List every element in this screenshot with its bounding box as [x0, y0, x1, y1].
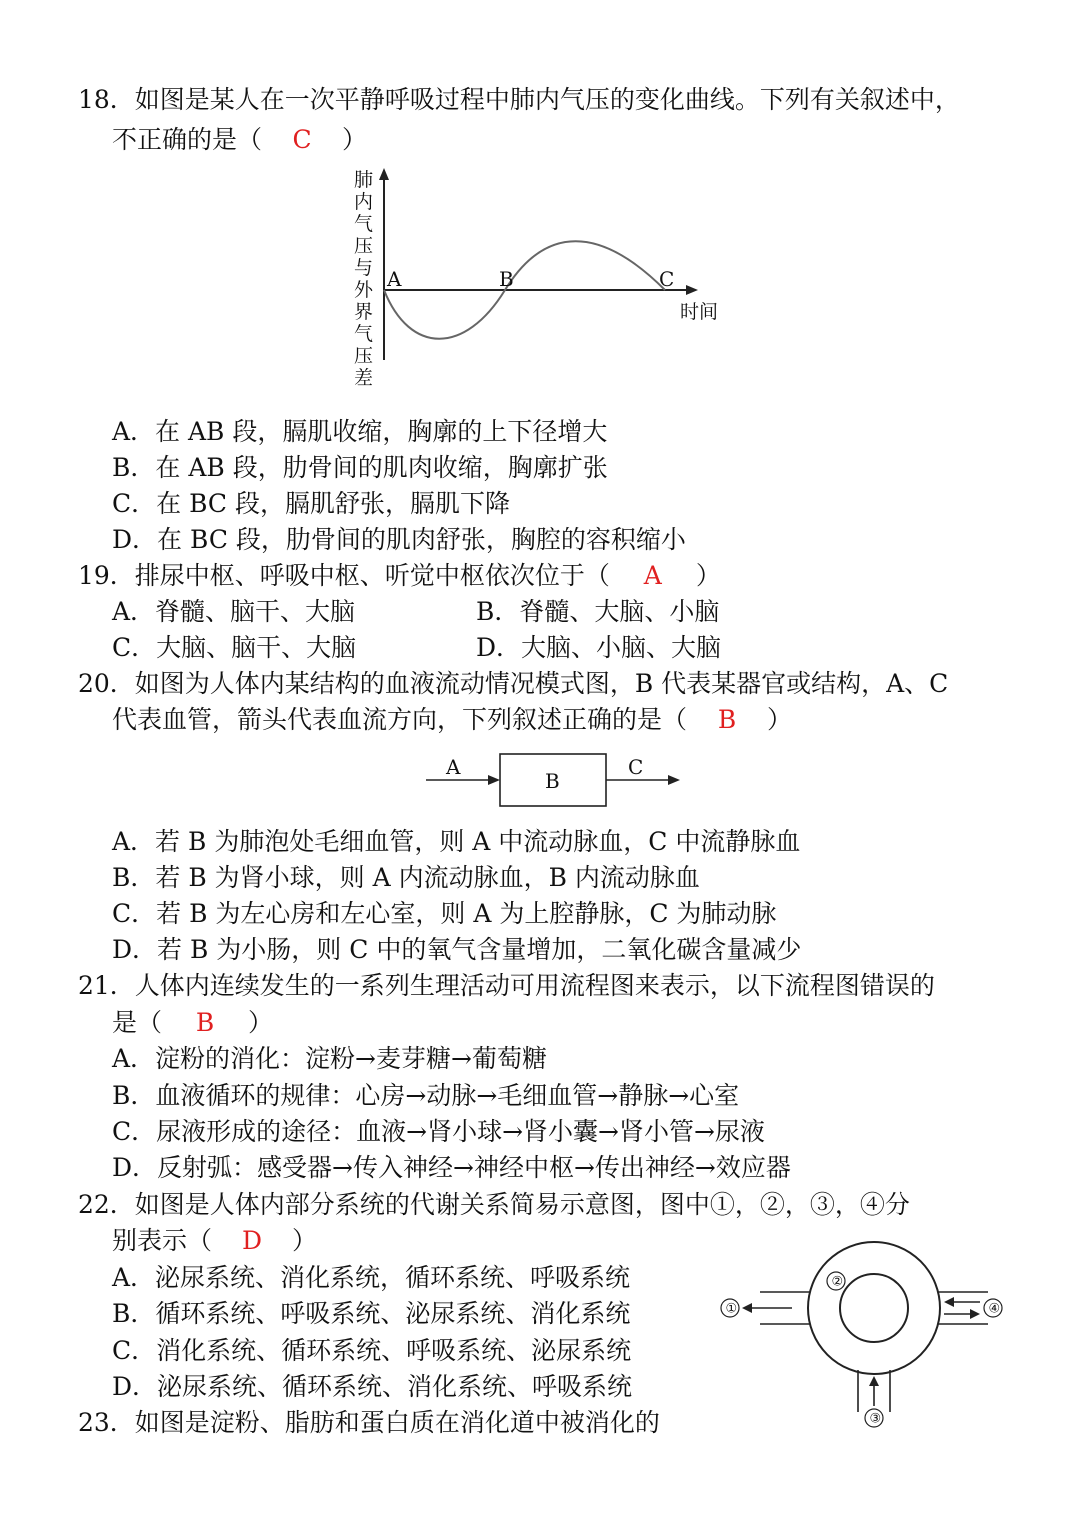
q18-pressure-curve-chart [340, 160, 740, 400]
q19-option-a: A．脊髓、脑干、大脑 [112, 597, 356, 626]
q20-option-d: D．若 B 为小肠，则 C 中的氧气含量增加，二氧化碳含量减少 [112, 935, 802, 964]
y-label-char: 外 [354, 279, 374, 301]
q18-option-d: D．在 BC 段，肋骨间的肌肉舒张，胸腔的容积缩小 [112, 525, 686, 554]
vessel-c-label: C [628, 755, 644, 779]
q20-answer: B [717, 705, 737, 734]
y-label-char: 界 [354, 301, 374, 323]
label-3: ③ [869, 1411, 882, 1427]
q20-option-b: B．若 B 为肾小球，则 A 内流动脉血，B 内流动脉血 [112, 863, 700, 892]
y-label-char: 肺 [354, 169, 374, 191]
point-c-label: C [659, 267, 675, 291]
right-arrow-in-head [944, 1297, 954, 1307]
point-b-label: B [499, 267, 514, 291]
y-label-char: 差 [354, 367, 374, 389]
q21-option-c: C．尿液形成的途径：血液→肾小球→肾小囊→肾小管→尿液 [112, 1117, 765, 1146]
q18-answer: C [292, 125, 312, 154]
q19-option-c: C．大脑、脑干、大脑 [112, 633, 357, 662]
q18-option-c: C．在 BC 段，膈肌舒张，膈肌下降 [112, 489, 510, 518]
q18-stem-line2 [112, 122, 367, 158]
q18-stem-pre: 不正确的是（ [112, 125, 263, 154]
point-a-label: A [387, 267, 402, 291]
q20-blood-flow-diagram [420, 748, 690, 812]
q22-answer: D [241, 1226, 263, 1255]
inner-ring [840, 1274, 908, 1342]
q21-stem-line2 [112, 1005, 273, 1041]
q21-stem-line1: 21．人体内连续发生的一系列生理活动可用流程图来表示，以下流程图错误的 [78, 971, 935, 1000]
q22-stem-line1: 22．如图是人体内部分系统的代谢关系简易示意图，图中①，②，③，④分 [78, 1190, 910, 1219]
q22-option-a: A．泌尿系统、消化系统，循环系统、呼吸系统 [112, 1263, 631, 1292]
q20-stem-line1: 20．如图为人体内某结构的血液流动情况模式图，B 代表某器官或结构，A、C [78, 669, 949, 698]
q19-option-d: D．大脑、小脑、大脑 [476, 633, 722, 662]
q19-stem-post: ） [695, 561, 721, 590]
q22-option-d: D．泌尿系统、循环系统、消化系统、呼吸系统 [112, 1372, 633, 1401]
q21-stem-post: ） [248, 1008, 274, 1037]
bottom-arrow-head [869, 1376, 879, 1386]
q19-stem [78, 558, 721, 594]
q20-stem-line2 [112, 702, 792, 738]
label-4: ④ [988, 1301, 1001, 1317]
y-label-char: 与 [354, 257, 374, 279]
q19-answer: A [643, 561, 662, 590]
q20-option-a: A．若 B 为肺泡处毛细血管，则 A 中流动脉血，C 中流静脉血 [112, 827, 801, 856]
y-axis-arrow [379, 168, 389, 180]
q20-option-c: C．若 B 为左心房和左心室，则 A 为上腔静脉，C 为肺动脉 [112, 899, 777, 928]
q22-option-b: B．循环系统、呼吸系统、泌尿系统、消化系统 [112, 1299, 631, 1328]
y-label-char: 内 [354, 191, 374, 213]
q18-option-a: A．在 AB 段，膈肌收缩，胸廓的上下径增大 [112, 417, 608, 446]
q22-system-diagram [712, 1232, 1012, 1432]
q18-stem-line1: 18．如图是某人在一次平静呼吸过程中肺内气压的变化曲线。下列有关叙述中， [78, 85, 960, 114]
x-axis-label: 时间 [680, 301, 719, 323]
right-arrow-out-head [970, 1309, 980, 1319]
q22-stem-line2 [112, 1223, 317, 1259]
left-arrow-head [742, 1303, 752, 1313]
q19-option-b: B．脊髓、大脑、小脑 [476, 597, 720, 626]
vessel-a-arrow [488, 775, 500, 785]
q22-stem-pre: 别表示（ [112, 1226, 213, 1255]
q21-option-b: B．血液循环的规律：心房→动脉→毛细血管→静脉→心室 [112, 1081, 740, 1110]
label-1: ① [725, 1301, 738, 1317]
y-label-char: 压 [354, 345, 374, 367]
q21-option-d: D．反射弧：感受器→传入神经→神经中枢→传出神经→效应器 [112, 1153, 791, 1182]
vessel-a-label: A [446, 755, 461, 779]
y-label-char: 气 [354, 323, 374, 345]
y-label-char: 压 [354, 235, 374, 257]
q21-stem-pre: 是（ [112, 1008, 163, 1037]
vessel-c-arrow [668, 775, 680, 785]
q19-stem-pre: 19．排尿中枢、呼吸中枢、听觉中枢依次位于（ [78, 561, 610, 590]
y-label-char: 气 [354, 213, 374, 235]
q22-option-c: C．消化系统、循环系统、呼吸系统、泌尿系统 [112, 1336, 632, 1365]
q20-stem-pre: 代表血管，箭头代表血流方向，下列叙述正确的是（ [112, 705, 688, 734]
q23-stem-line1: 23．如图是淀粉、脂肪和蛋白质在消化道中被消化的 [78, 1408, 660, 1437]
q21-answer: B [195, 1008, 215, 1037]
q20-stem-post: ） [767, 705, 793, 734]
organ-b-label: B [545, 769, 560, 793]
outer-ring [808, 1242, 940, 1374]
q22-stem-post: ） [292, 1226, 318, 1255]
q21-option-a: A．淀粉的消化：淀粉→麦芽糖→葡萄糖 [112, 1044, 547, 1073]
x-axis-arrow [686, 285, 698, 295]
label-2: ② [831, 1274, 844, 1290]
q18-y-axis-label [354, 169, 374, 389]
q18-stem-post: ） [342, 125, 368, 154]
q18-option-b: B．在 AB 段，肋骨间的肌肉收缩，胸廓扩张 [112, 453, 608, 482]
